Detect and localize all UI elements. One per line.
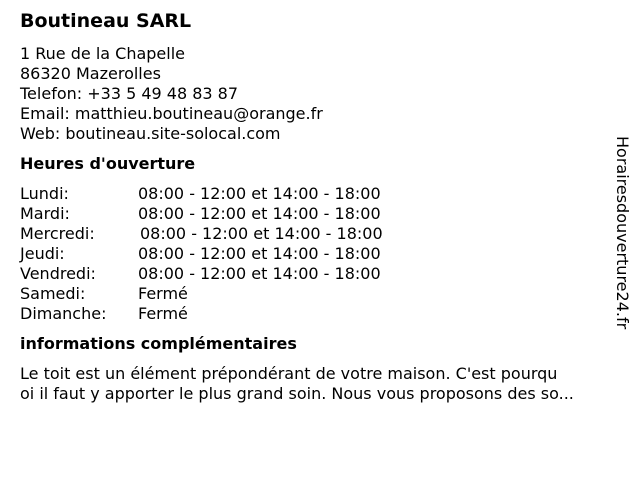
address-city: 86320 Mazerolles [20,64,161,83]
hours-time: 08:00 - 12:00 et 14:00 - 18:00 [138,244,381,263]
hours-day: Mercredi: [20,224,95,243]
info-line-2: oi il faut y apporter le plus grand soin. Nous vous proposons des so... [20,384,574,403]
info-title: informations complémentaires [20,334,297,353]
hours-row-sunday [20,304,620,324]
hours-day: Vendredi: [20,264,96,283]
hours-day: Samedi: [20,284,86,303]
business-name: Boutineau SARL [20,10,192,32]
info-text [20,364,630,404]
hours-time: 08:00 - 12:00 et 14:00 - 18:00 [138,204,381,223]
business-card [20,8,620,404]
address-street: 1 Rue de la Chapelle [20,44,186,63]
hours-row-thursday [20,244,620,264]
hours-row-monday [20,184,620,204]
hours-day: Jeudi: [20,244,65,263]
web-line: Web: boutineau.site-solocal.com [20,124,281,143]
hours-time: Fermé [138,304,188,323]
hours-day: Mardi: [20,204,70,223]
hours-title: Heures d'ouverture [20,154,196,173]
hours-time: 08:00 - 12:00 et 14:00 - 18:00 [140,224,383,243]
phone-line: Telefon: +33 5 49 48 83 87 [20,84,239,103]
info-line-1: Le toit est un élément prépondérant de votre maison. C'est pourqu [20,364,558,383]
email-line: Email: matthieu.boutineau@orange.fr [20,104,323,123]
hours-row-wednesday [20,224,620,244]
hours-row-tuesday [20,204,620,224]
hours-day: Lundi: [20,184,69,203]
hours-time: Fermé [138,284,188,303]
hours-row-saturday [20,284,620,304]
hours-time: 08:00 - 12:00 et 14:00 - 18:00 [138,184,381,203]
hours-time: 08:00 - 12:00 et 14:00 - 18:00 [138,264,381,283]
hours-day: Dimanche: [20,304,107,323]
site-watermark: Horairesdouverture24.fr [613,136,632,330]
hours-row-friday [20,264,620,284]
